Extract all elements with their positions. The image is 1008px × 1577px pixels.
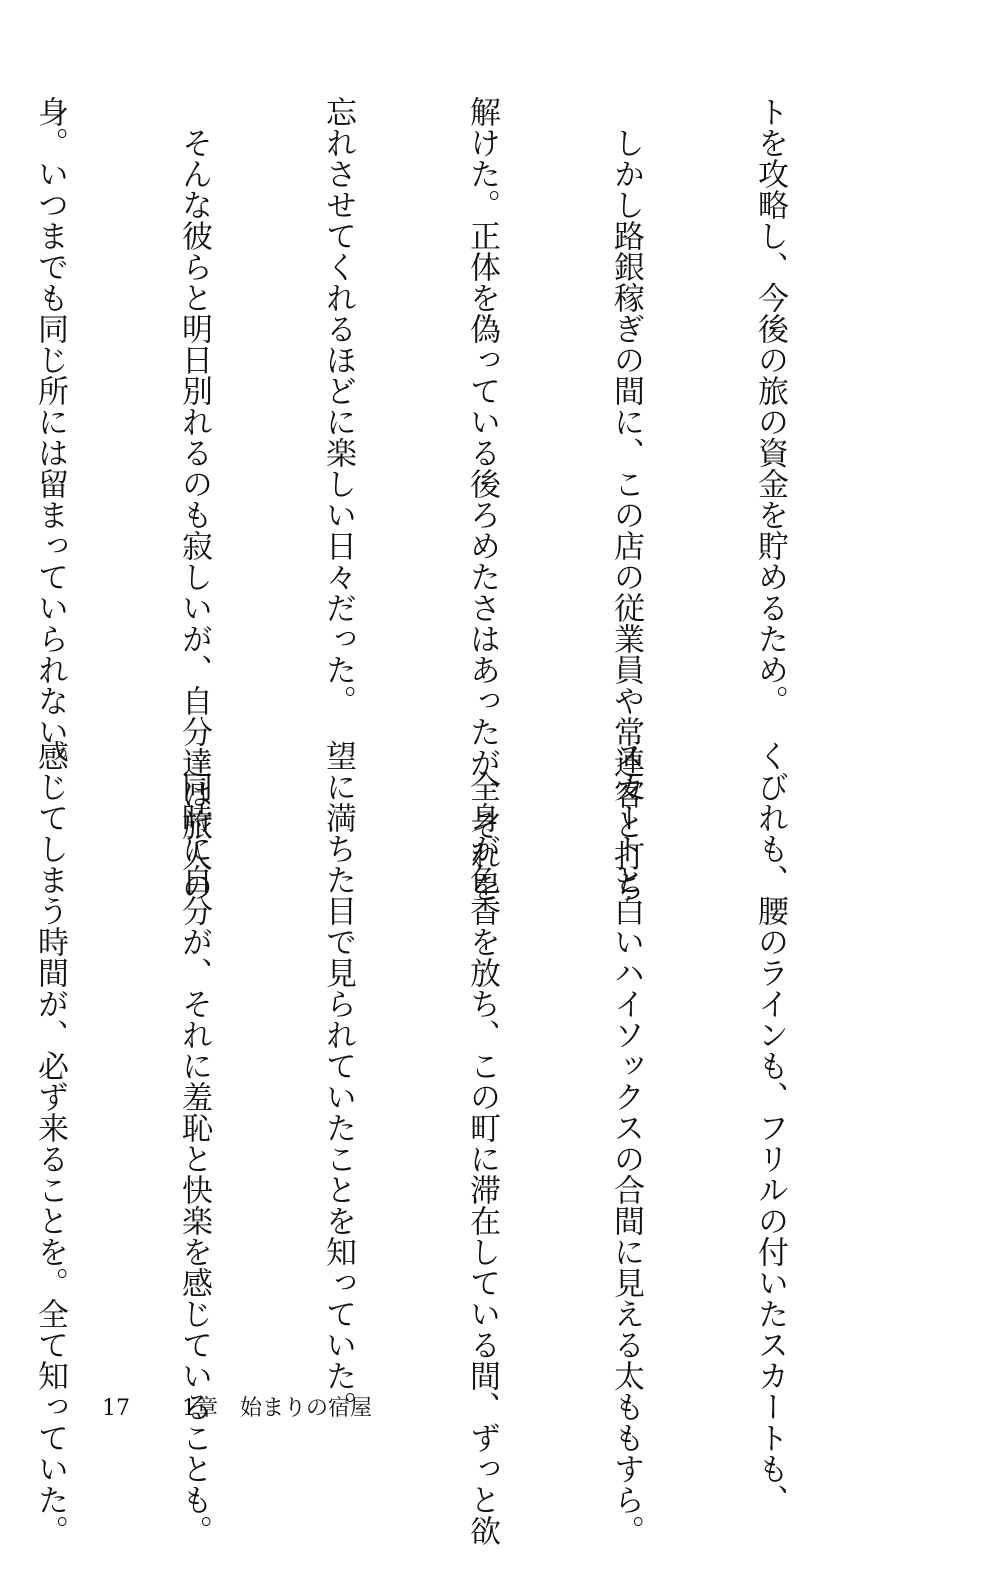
text-line: トを攻略し、今後の旅の資金を貯めるため。 xyxy=(752,96,788,716)
text-line: 忘れさせてくれるほどに楽しい日々だった。 xyxy=(320,96,356,716)
text-line: スカートと白いハイソックスの合間に見える太ももすら。 xyxy=(608,740,644,1546)
text-block-top xyxy=(0,96,890,902)
text-line: 全身が色香を放ち、この町に滞在している間、ずっと欲 xyxy=(464,740,500,1546)
text-line: くびれも、腰のラインも、フリルの付いたスカートも、 xyxy=(752,740,788,1515)
text-line: 感じてしまう時間が、必ず来ることを。全て知っていた。 xyxy=(32,740,68,1546)
text-line: そんな彼らと明日別れるのも寂しいが、自分達は旅人の xyxy=(176,96,212,902)
text-line: 身。いつまでも同じ所には留まっていられない。 xyxy=(32,96,68,778)
text-line: しかし路銀稼ぎの間に、この店の従業員や常連客と打ち xyxy=(608,96,644,902)
page-footer xyxy=(88,1366,372,1422)
chapter-title: 1章 始まりの宿屋 xyxy=(182,1396,372,1421)
page-number: 17 xyxy=(102,1396,130,1421)
text-line: 望に満ちた目で見られていたことを知っていた。 xyxy=(320,740,356,1422)
text-line: 解けた。正体を偽っている後ろめたさはあったが、それを xyxy=(464,96,500,902)
text-line: 同時に自分が、それに羞恥と快楽を感じていることも。 xyxy=(176,740,212,1546)
